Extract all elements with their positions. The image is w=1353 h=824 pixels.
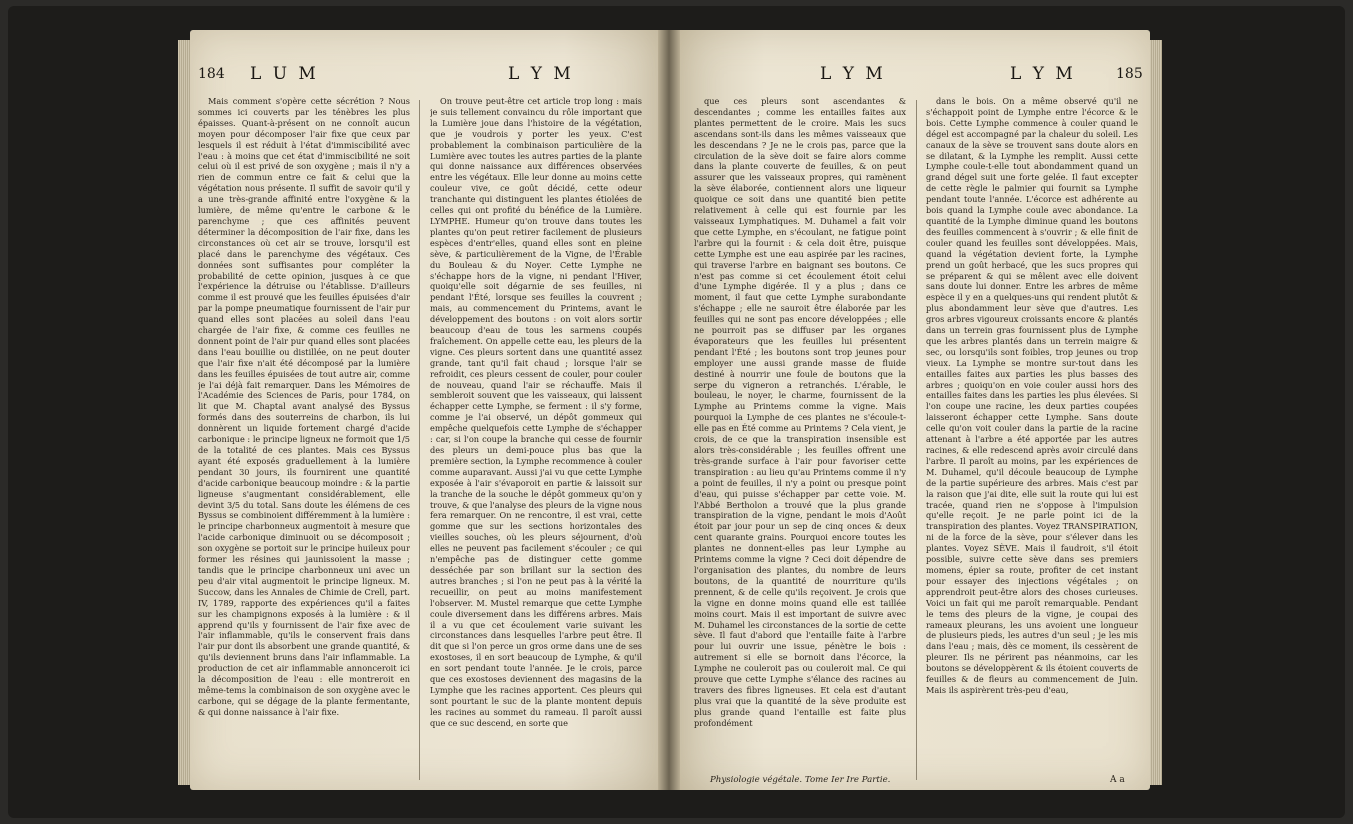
left-page: [190, 30, 658, 790]
text-column-2: [926, 96, 1138, 772]
text-column-1: [198, 96, 410, 786]
running-header: L Y M: [1010, 64, 1076, 84]
column-text: que ces pleurs sont ascendantes & descendantes ; comme les entailles faites aux plantes permettent de le croire. Mais les sucs ascendans sont-ils dans les mêmes vaisseaux que les descendans ? Je ne le crois pas, parce que la circulation de la sève doit se faire alors comme dans la plante couverte de feuilles, & on peut assurer que les vaisseaux propres, qui ramènent la sève élaborée, contiennent alors une liqueur quoique ce soit dans une quantité bien petite relativement à celle qui est fournie par les vaisseaux Lymphatiques. M. Duhamel a fait voir que cette Lymphe, en s'écoulant, ne fatigue point l'arbre qui la fournit : & cela doit être, puisque cette Lymphe est une eau aspirée par les racines, qui traverse l'arbre en baignant ses boutons. Ce n'est pas comme si cet écoulement étoit celui d'une Lymphe digérée. Il y a plus ; dans ce moment, il faut que cette Lymphe surabondante s'échappe ; elle ne sauroit être élaborée par les feuilles qui ne sont pas encore développées ; elle ne pourroit pas se diffuser par les organes évaporateurs que les feuilles lui présentent pendant l'Été ; les boutons sont trop jeunes pour employer une aussi grande masse de fluide destiné à nourrir une foule de boutons que la serpe du vigneron a retranchés. L'érable, le bouleau, le noyer, le charme, fournissent de la Lymphe au Printems comme la vigne. Mais pourquoi la Lymphe de ces plantes ne s'écoule-t-elle pas en Été comme au Printems ? Cela vient, je crois, de ce que la transpiration insensible est alors très-considérable ; les feuilles offrent une très-grande surface à l'air pour favoriser cette transpiration : au lieu qu'au Printems comme il n'y a point de feuilles, il n'y a point ou presque point d'eau, qui puisse s'échapper par cette voie. M. l'Abbé Bertholon a trouvé que la plus grande transpiration de la vigne, pendant le mois d'Août étoit par jour pour un sep de cinq onces & deux cent quarante grains. Pourquoi encore toutes les plantes ne donnent-elles pas leur Lymphe au Printems comme la vigne ? Ceci doit dépendre de l'organisation des plantes, du nombre de leurs boutons, de la quantité de nourriture qu'ils prennent, & de celle qu'ils reçoivent. Je crois que la vigne en donne moins quand elle est taillée moins court. Mais il est important de suivre avec M. Duhamel les circonstances de la sortie de cette sève. Il faut d'abord que l'entaille faite à l'arbre pour lui ouvrir une issue, pénètre le bois : autrement si elle se bornoit dans l'écorce, la Lymphe ne couleroit pas ou couleroit mal. Ce qui prouve que cette Lymphe s'élance des racines au travers des fibres ligneuses. Et cela est d'autant plus vrai que la quantité de la sève produite est plus grande quand l'entaille est faite plus profondément: [694, 96, 906, 728]
column-text: On trouve peut-être cet article trop long : mais je suis tellement convaincu du rôle important que la Lumière joue dans l'histoire de la végétation, que je voudrois y porter les yeux. C'est probablement la combinaison particulière de la Lumière avec toutes les autres parties de la plante qui donne naissance aux différences observées entre les végétaux. Elle leur donne au moins cette couleur vive, ce goût décidé, cette odeur tranchante qui distinguent les plantes étiolées de celles qui ont profité du bénéfice de la Lumière. LYMPHE. Humeur qu'on trouve dans toutes les plantes qu'on peut retirer facilement de plusieurs espèces d'entr'elles, quand elles sont en pleine sève, & particulièrement de la Vigne, de l'Érable du Bouleau & du Noyer. Cette Lymphe ne s'échappe hors de la vigne, ni pendant l'Hiver, quoiqu'elle soit dégarnie de ses feuilles, ni pendant l'Été, lorsque ses feuilles la couvrent ; mais, au commencement du Printems, avant le développement des boutons : on voit alors sortir beaucoup d'eau de tous les sarmens coupés fraîchement. On appelle cette eau, les pleurs de la vigne. Ces pleurs sortent dans une quantité assez grande, tant qu'il fait chaud ; lorsque l'air se refroidit, ces pleurs cessent de couler, pour couler de nouveau, quand l'air se réchauffe. Mais il sembleroit souvent que les vaisseaux, qui laissent échapper cette Lymphe, se ferment : il s'y forme, comme je l'ai observé, un dépôt gommeux qui empêche quelquefois cette Lymphe de s'échapper : car, si l'on coupe la branche qui cesse de fournir des pleurs un demi-pouce plus bas que la première section, la Lymphe recommence à couler comme auparavant. Aussi j'ai vu que cette Lymphe exposée à l'air s'évaporoit en partie & laissoit sur la tranche de la souche le dépôt gommeux qu'on y trouve, & que l'analyse des pleurs de la vigne nous fera remarquer. On ne rencontre, il est vrai, cette gomme que sur les sections horizontales des vieilles souches, où les pleurs séjournent, d'où elles ne peuvent pas facilement s'écouler ; ce qui n'empêche pas de distinguer cette gomme desséchée par son brillant sur la section des autres branches ; si l'on ne peut pas à la vérité la recueillir, on peut au moins manifestement l'observer. M. Mustel remarque que cette Lymphe coule diversement dans les différens arbres. Mais il a vu que cet écoulement varie suivant les circonstances dans lesquelles l'arbre peut être. Il dit que si l'on perce un gros orme dans une de ses exostoses, il en sort beaucoup de Lymphe, & qu'il en sort pendant toute l'année. Je le crois, parce que ces exostoses deviennent des magasins de la Lymphe que les racines apportent. Ces pleurs qui sont pourtant le suc de la plante montent depuis les racines au sommet du rameau. Il paroît aussi que ce suc descend, en sorte que: [430, 96, 642, 728]
column-rule: [419, 100, 420, 780]
page-edges-left: [178, 40, 190, 785]
text-column-1: [694, 96, 906, 772]
page-edges-right: [1150, 40, 1162, 785]
book-gutter: [658, 30, 680, 790]
signature-mark: A a: [1110, 775, 1125, 785]
running-header-center: L Y M: [820, 64, 886, 84]
column-text: Mais comment s'opère cette sécrétion ? Nous sommes ici couverts par les ténèbres les plus épaisses. Quant-à-présent on ne connoît aucun moyen pour décomposer l'air fixe que ceux par lesquels il est réduit à l'état d'immiscibilité avec l'eau : à moins que cet état d'immiscibilité ne soit celui où il est privé de son oxygène ; mais il n'y a rien de commun entre ce fait & celui que la végétation nous présente. Il suffit de savoir qu'il y a une très-grande affinité entre l'oxygène & la lumière, de même qu'entre le carbone & le parenchyme ; que ces affinités peuvent déterminer la décomposition de l'air fixe, dans les circonstances où cet air se trouve, lorsqu'il est placé dans le parenchyme des végétaux. Ces données sont suffisantes pour compléter la probabilité de cette opinion, jusques à ce que l'expérience la détruise ou l'établisse. D'ailleurs comme il est prouvé que les feuilles épuisées d'air par la pompe pneumatique fournissent de l'air pur quand elles sont placées au soleil dans l'eau chargée de l'air fixe, & comme ces feuilles ne donnent point de l'air pur quand elles sont placées dans l'eau bouillie ou distillée, on ne peut douter que l'air fixe n'ait été décomposé par la lumière dans les feuilles épuisées de tout autre air, comme je l'ai déjà fait remarquer. Dans les Mémoires de l'Académie des Sciences de Paris, pour 1784, on lit que M. Chaptal avant analysé des Byssus formés dans des souterreins de charbon, ils lui donnèrent un liquide fortement chargé d'acide carbonique : le principe ligneux ne formoit que 1/5 de la totalité de ces plantes. Mais ces Byssus ayant été exposés graduellement à la lumière pendant 30 jours, ils fournirent une quantité d'acide carbonique beaucoup moindre : & la partie ligneuse s'augmentant considérablement, elle devint 3/5 du total. Sans doute les élémens de ces Byssus se combinoient différemment à la lumière : le principe charbonneux augmentoit à mesure que l'acide carbonique diminuoit ou se décomposoit ; son oxygène se portoit sur le principe huileux pour former les résines qui jaunissoient la masse ; tandis que le principe charbonneux uni avec un peu d'air vital augmentoit le principe ligneux. M. Succow, dans les Annales de Chimie de Crell, part. IV, 1789, rapporte des expériences qu'il a faites sur les champignons exposés à la lumière : & il apprend qu'ils y fournissent de l'air fixe avec de l'air inflammable, qu'ils le conservent frais dans l'air pur dont ils absorbent une grande quantité, & qu'ils deviennent bruns dans l'air inflammable. La production de cet air inflammable annonceroit ici la décomposition de l'eau : elle montreroit en même-tems la combinaison de son oxygène avec le carbone, qui se dégage de la plante fermentante, & qui donne naissance à l'air fixe.: [198, 96, 410, 717]
running-header: L U M: [250, 64, 319, 84]
page-number: 184: [198, 66, 225, 82]
page-number: 185: [1116, 66, 1143, 82]
running-header-center: L Y M: [508, 64, 574, 84]
right-page: [680, 30, 1150, 790]
column-rule: [916, 100, 917, 780]
text-column-2: [430, 96, 642, 786]
column-text: dans le bois. On a même observé qu'il ne s'échappoit point de Lymphe entre l'écorce & le bois. Cette Lymphe commence à couler quand le dégel est accompagné par la chaleur du soleil. Les canaux de la sève se trouvent sans doute alors en se dilatant, & la Lymphe les remplit. Aussi cette Lymphe coule-t-elle tout abondamment quand un grand dégel suit une forte gelée. Il faut excepter de cette règle le palmier qui fournit sa Lymphe pendant toute l'année. L'écorce est adhérente au bois quand la Lymphe coule avec abondance. La quantité de la Lymphe diminue quand les boutons des feuilles commencent à s'ouvrir ; & elle finit de couler quand les feuilles sont développées. Mais, quand la végétation devient forte, la Lymphe prend un goût herbacé, que les sucs propres qui se préparent & qui se mêlent avec elle doivent sans doute lui donner. Entre les arbres de même espèce il y en a quelques-uns qui rendent plutôt & plus abondamment leur sève que d'autres. Les gros arbres vigoureux croissants encore & plantés dans un terrein gras fournissent plus de Lymphe que les arbres plantés dans un terrein maigre & sec, ou lorsqu'ils sont foibles, trop jeunes ou trop vieux. La Lymphe se montre sur-tout dans les entailles faites aux parties les plus basses des arbres ; quoiqu'on en voie couler aussi hors des entailles faites dans les parties les plus élevées. Si l'on coupe une racine, les deux parties coupées laisseront échapper cette Lymphe. Sans doute celle qu'on voit couler dans la partie de la racine attenant à l'arbre a été apportée par les autres racines, & elle redescend après avoir circulé dans l'arbre. Il paroît au moins, par les expériences de M. Duhamel, qu'il découle beaucoup de Lymphe de la partie supérieure des arbres. Mais c'est par la raison que j'ai dite, elle suit la route qui lui est tracée, quand rien ne s'oppose à l'impulsion qu'elle reçoit. Je ne parle point ici de la transpiration des plantes. Voyez TRANSPIRATION, ni de la force de la sève, pour s'élever dans les plantes. Voyez SÈVE. Mais il faudroit, s'il étoit possible, suivre cette sève dans ses premiers momens, épier sa route, profiter de cet instant pour essayer des injections végétales ; on apprendroit peut-être alors des choses curieuses. Voici un fait qui me paroît remarquable. Pendant le tems des pleurs de la vigne, je coupai des rameaux pleurans, les uns avoient une longueur de plusieurs pieds, les autres d'un seul ; je les mis dans l'eau ; mais, dès ce moment, ils cessèrent de pleurer. Ils ne périrent pas néanmoins, car les boutons se développèrent & ils étoient couverts de feuilles & de fleurs au commencement de Juin. Mais ils aspirèrent très-peu d'eau,: [926, 96, 1138, 695]
footer-title: Physiologie végétale. Tome Ier Ire Partie.: [710, 775, 891, 785]
